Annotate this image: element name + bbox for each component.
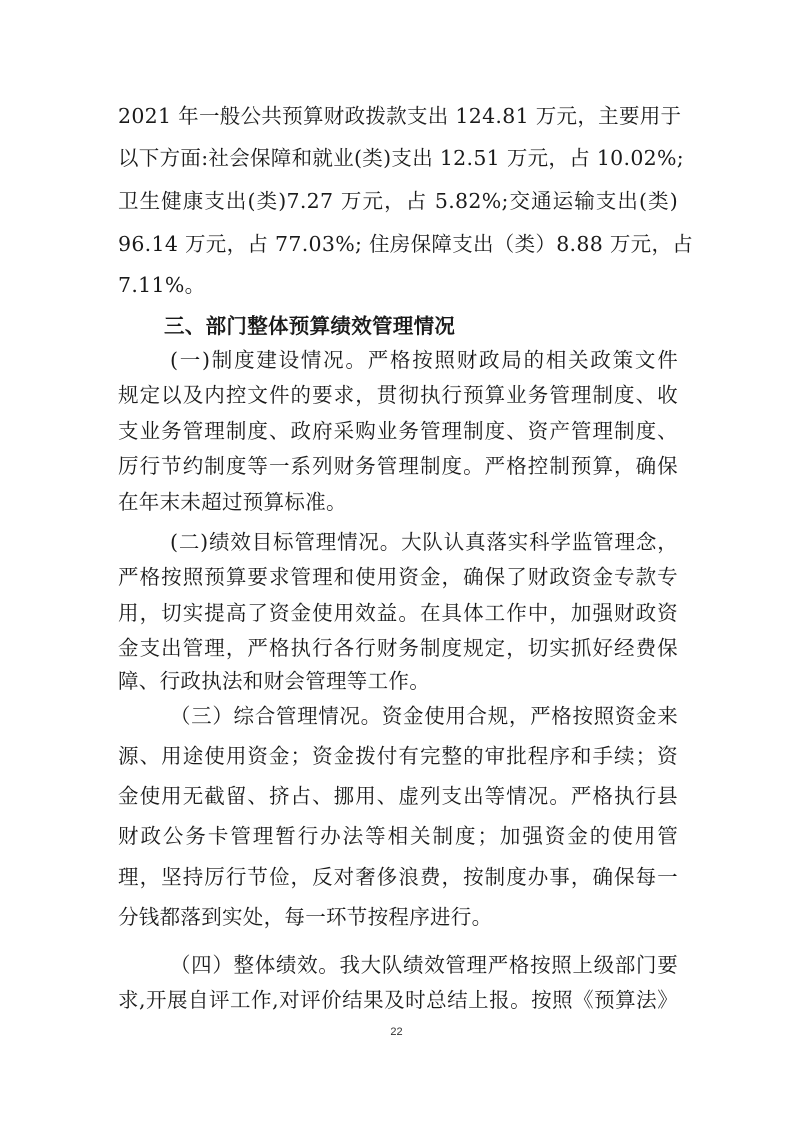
body-line: 分钱都落到实处，每一环节按程序进行。 [118,905,493,929]
body-line: (二)绩效目标管理情况。大队认真落实科学监管理念， [170,530,678,554]
body-line: 96.14 万元，占 77.03%; 住房保障支出（类）8.88 万元，占 [118,232,694,256]
body-line: 卫生健康支出(类)7.27 万元，占 5.82%;交通运输支出(类) [118,189,678,213]
section-heading: 三、部门整体预算绩效管理情况 [164,314,456,338]
page-number: 22 [390,1026,403,1038]
body-line: （三）综合管理情况。资金使用合规，严格按照资金来 [170,704,678,728]
body-line: 障、行政执法和财会管理等工作。 [118,669,430,693]
body-line: 求,开展自评工作,对评价结果及时总结上报。按照《预算法》 [118,988,678,1012]
body-line: (一)制度建设情况。严格按照财政局的相关政策文件 [170,348,678,372]
body-line: 规定以及内控文件的要求，贯彻执行预算业务管理制度、收 [118,383,678,407]
body-line: 7.11%。 [118,273,206,297]
body-line: 用，切实提高了资金使用效益。在具体工作中，加强财政资 [118,601,678,625]
body-line: 2021 年一般公共预算财政拨款支出 124.81 万元，主要用于 [118,104,682,128]
body-line: 厉行节约制度等一系列财务管理制度。严格控制预算，确保 [118,454,678,478]
body-line: （四）整体绩效。我大队绩效管理严格按照上级部门要 [170,953,678,977]
body-line: 财政公务卡管理暂行办法等相关制度；加强资金的使用管 [118,824,678,848]
body-line: 源、用途使用资金；资金拨付有完整的审批程序和手续；资 [118,744,678,768]
body-line: 金使用无截留、挤占、挪用、虚列支出等情况。严格执行县 [118,784,678,808]
body-line: 在年末未超过预算标准。 [118,490,347,514]
body-line: 以下方面:社会保障和就业(类)支出 12.51 万元，占 10.02%; [118,146,685,170]
body-line: 理，坚持厉行节俭，反对奢侈浪费，按制度办事，确保每一 [118,865,678,889]
body-line: 支业务管理制度、政府采购业务管理制度、资产管理制度、 [118,419,678,443]
body-line: 金支出管理，严格执行各行财务制度规定，切实抓好经费保 [118,636,678,660]
body-line: 严格按照预算要求管理和使用资金，确保了财政资金专款专 [118,565,678,589]
